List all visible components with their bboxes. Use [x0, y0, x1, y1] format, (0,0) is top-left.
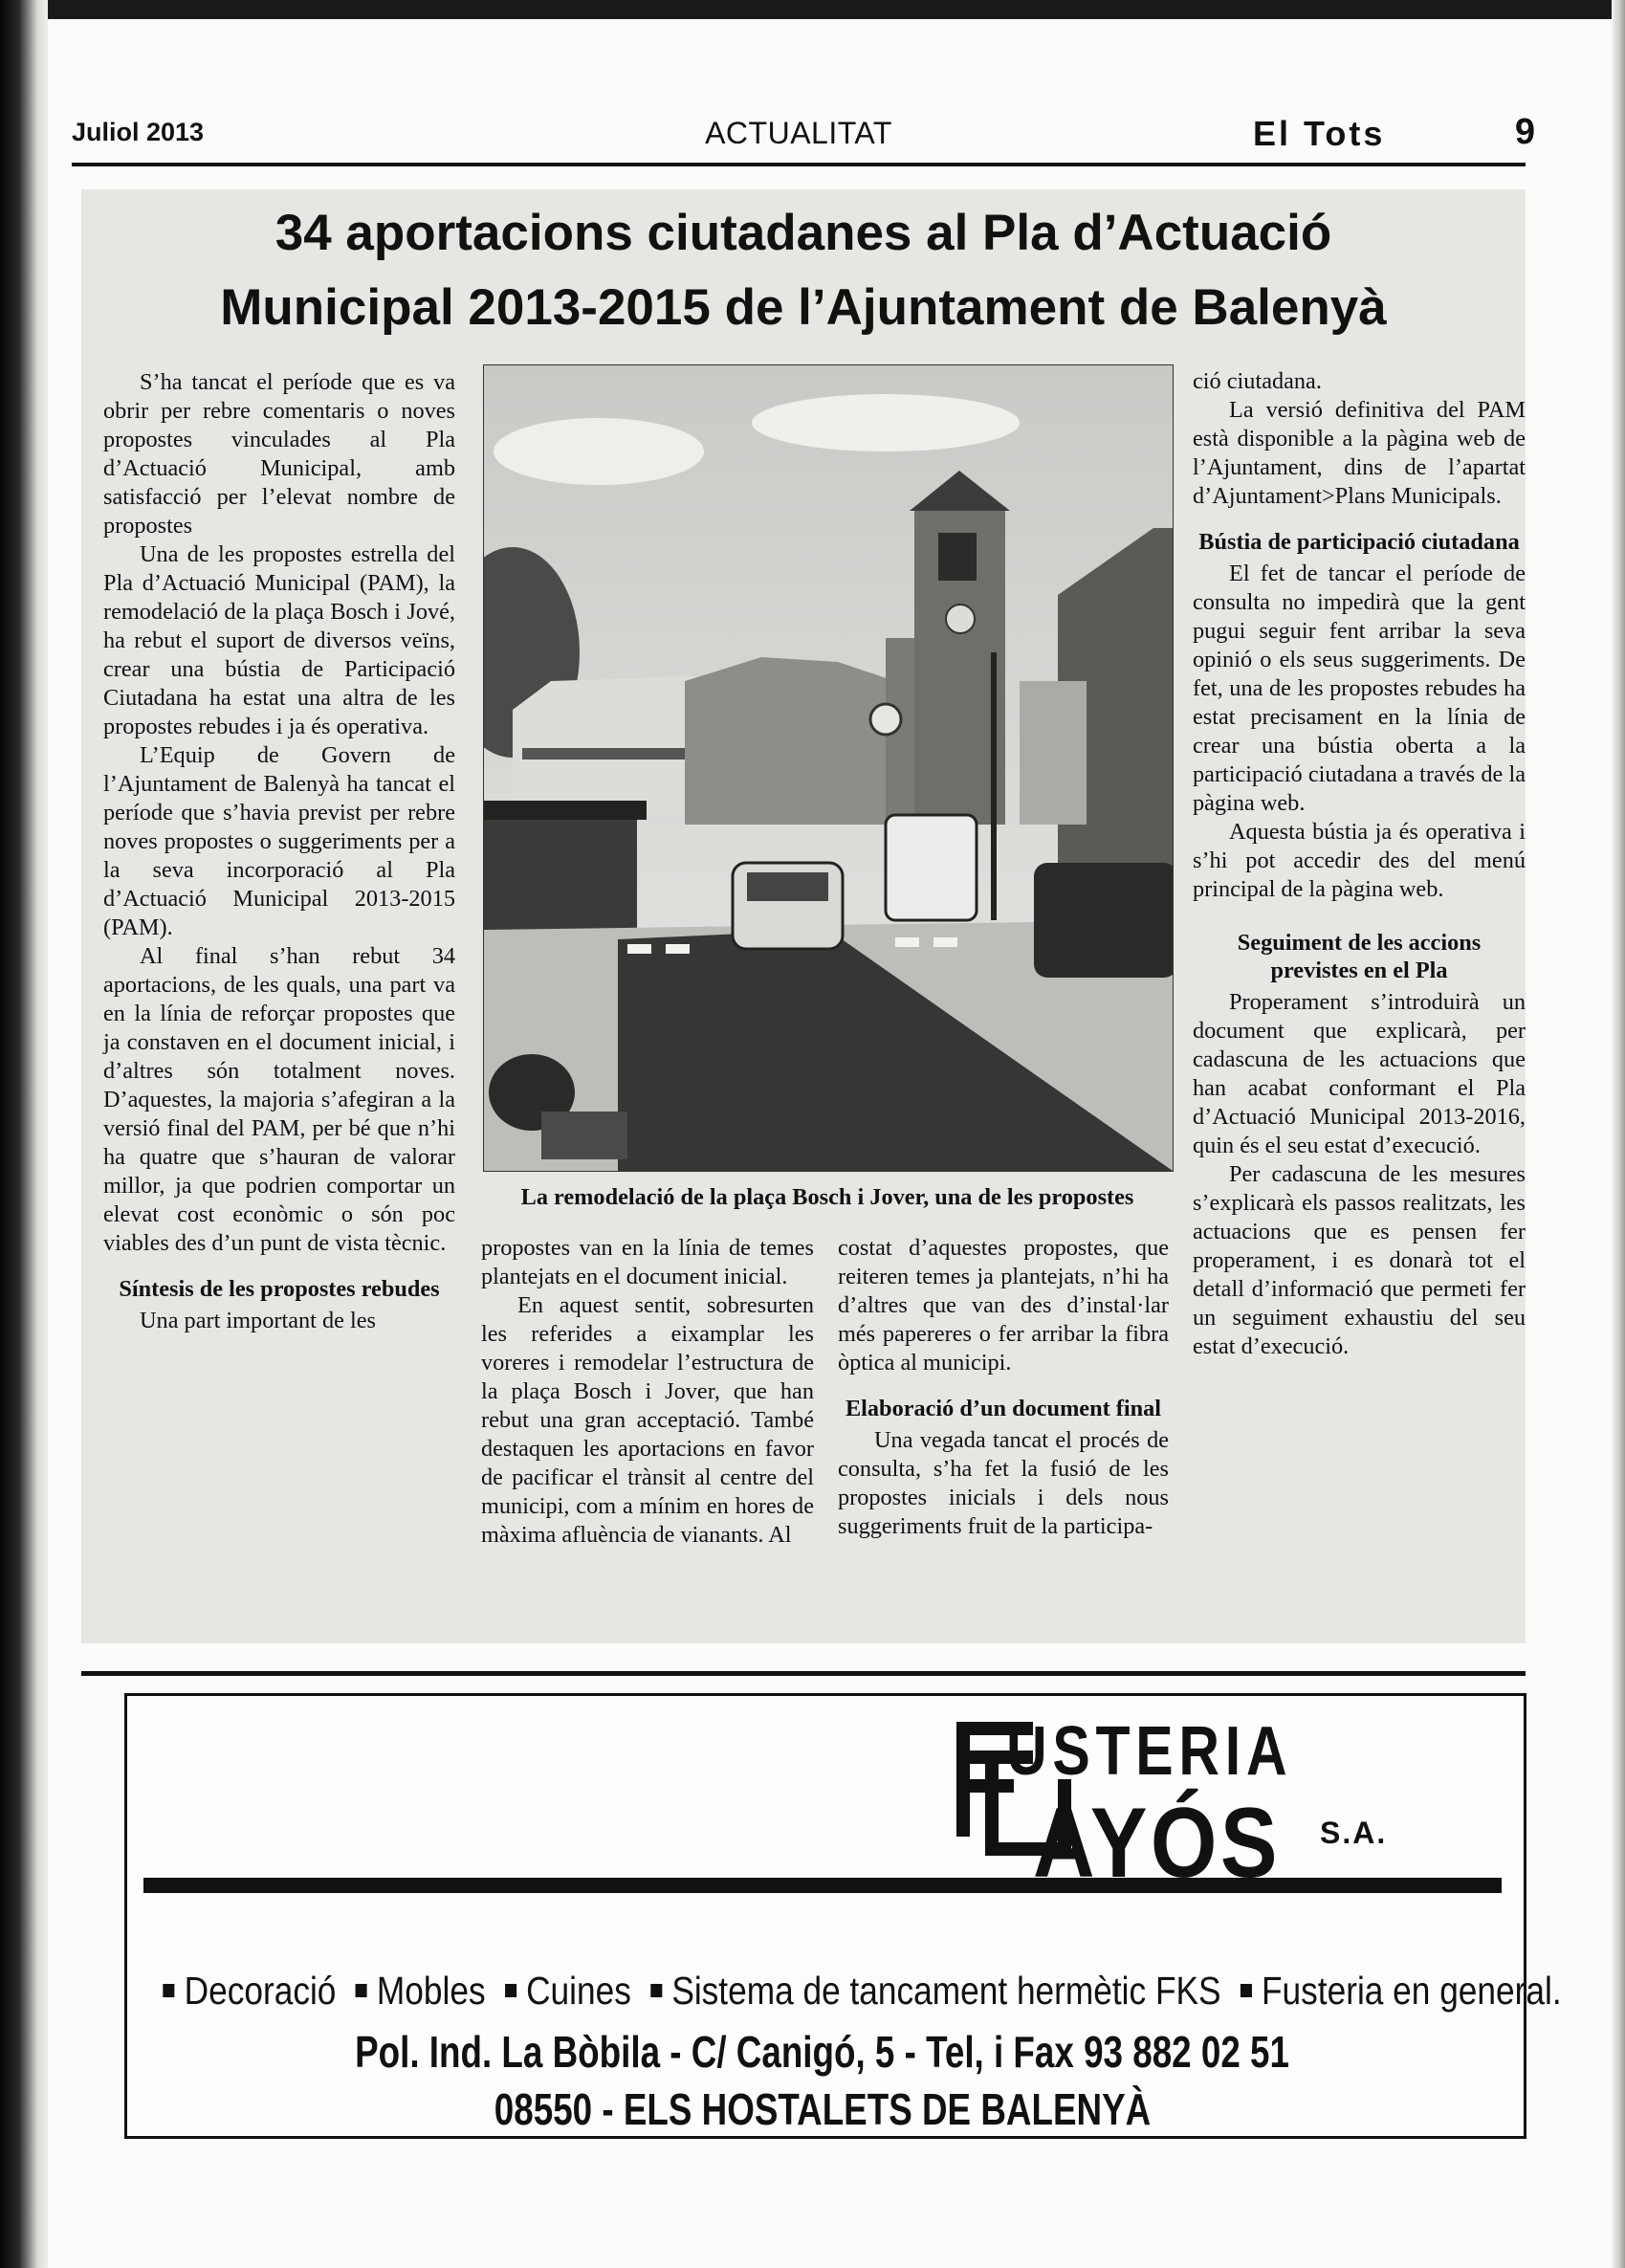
paragraph: Una de les propostes estrella del Pla d’Actuació Municipal (PAM), la remodelació de la plaça Bosch i Jové, ha rebut el suport de diversos veïns, crear una bústia de Participació Ciutadana ha estat una altra de les propostes rebudes i ja és operativa. — [103, 541, 455, 739]
ad-brand-top: USTERIA — [1006, 1713, 1293, 1790]
service-item: Sistema de tancament hermètic FKS — [671, 1969, 1221, 2013]
title-line-2: Municipal 2013-2015 de l’Ajuntament de Balenyà — [220, 279, 1387, 336]
article-column-1 — [103, 368, 455, 1335]
photo-caption: La remodelació de la plaça Bosch i Jover, una de les propostes — [520, 1184, 1134, 1210]
subheading: Síntesis de les propostes rebudes — [119, 1276, 440, 1302]
article-title — [81, 196, 1526, 345]
bullet-square-icon — [356, 1984, 367, 1997]
ad-brand-main: AYÓS — [1033, 1788, 1282, 1899]
article-column-4 — [1193, 367, 1526, 1361]
issue-date: Juliol 2013 — [72, 118, 205, 146]
service-item: Mobles — [376, 1969, 486, 2013]
subheading: Seguiment de les accions previstes en el Pla — [1237, 930, 1482, 983]
paragraph: La versió definitiva del PAM està disponible a la pàgina web de l’Ajuntament, dins de l’apartat d’Ajuntament>Plans Municipals. — [1193, 397, 1526, 509]
paragraph: Per cadascuna de les mesures s’explicarà els passos realitzats, les actuacions que es pensen fer properament, i es donarà tot el detall d’informació que permeti fer un seguiment exhaustiu del seu estat d’execució. — [1193, 1161, 1526, 1359]
paragraph: L’Equip de Govern de l’Ajuntament de Balenyà ha tancat el període que s’havia previst per rebre noves propostes o suggeriments per a la seva incorporació al Pla d’Actuació Municipal 2013-2015 (PAM). — [103, 742, 455, 940]
paragraph: El fet de tancar el període de consulta no impedirà que la gent pugui seguir fent arribar la seva opinió o els seus suggeriments. De fet, una de les propostes rebudes ha estat precisament en la línia de crear una bústia oberta a la participació ciutadana a través de la pàgina web. — [1193, 561, 1526, 816]
header-rule — [72, 163, 1526, 166]
plaza-photo-illustration — [484, 365, 1173, 1171]
page-number: 9 — [1514, 112, 1535, 152]
service-item: Cuines — [526, 1969, 631, 2013]
ad-brand-suffix: S.A. — [1320, 1816, 1388, 1850]
paragraph: costat d’aquestes propostes, que reiteren temes ja plantejats, n’hi ha d’altres que van des d’instal·lar més papereres o fer arribar la fibra òptica al municipi. — [838, 1235, 1169, 1376]
running-header — [72, 110, 1535, 156]
paragraph: Properament s’introduirà un document que explicarà, per cadascuna de les actuacions que han acabat conformant el Pla d’Actuació Municipal 2013-2016, quin és el seu estat d’execució. — [1193, 989, 1526, 1158]
paragraph: Al final s’han rebut 34 aportacions, de les quals, una part va en la línia de reforçar propostes que ja constaven en el document inicial, i d’altres són totalment noves. D’aquestes, la majoria s’afegiran a la versió final del PAM, per bé que n’hi ha quatre que s’hauran de valorar millor, ja que podrien comportar un elevat cost econòmic o són poc viables des d’un punt de vista tècnic. — [103, 943, 455, 1256]
paragraph: ció ciutadana. — [1193, 368, 1322, 394]
article-column-3 — [838, 1234, 1169, 1541]
paragraph: En aquest sentit, sobresurten les referides a eixamplar les voreres i remodelar l’estructura de la plaça Bosch i Jover, que han rebut una gran acceptació. També destaquen les aportacions en favor de pacificar el trànsit al centre del municipi, com a mínim en hores de màxima afluència de vianants. Al — [481, 1292, 814, 1548]
ad-horizontal-bar — [143, 1878, 1502, 1893]
bullet-square-icon — [1241, 1984, 1252, 1997]
page-edge — [1612, 0, 1625, 2268]
subheading: Bústia de participació ciutadana — [1198, 529, 1520, 555]
paragraph: Una vegada tancat el procés de consulta, s’ha fet la fusió de les propostes inicials i dels nous suggeriments fruit de la participa- — [838, 1427, 1169, 1539]
paragraph: Aquesta bústia ja és operativa i s’hi pot accedir des del menú principal de la pàgina web. — [1193, 819, 1526, 902]
publication-name: El Tots — [1253, 114, 1386, 153]
article-column-2 — [481, 1234, 814, 1550]
ad-address-text: Pol. Ind. La Bòbila - C/ Canigó, 5 - Tel, i Fax 93 882 02 51 — [355, 2027, 1290, 2077]
section-name: ACTUALITAT — [705, 116, 892, 150]
title-line-1: 34 aportacions ciutadanes al Pla d’Actuació — [274, 205, 1332, 261]
bullet-square-icon — [650, 1984, 662, 1997]
paragraph: Una part important de les — [140, 1308, 376, 1333]
ad-address — [134, 2026, 1511, 2078]
service-item: Decoració — [184, 1969, 337, 2013]
paragraph: propostes van en la línia de temes plantejats en el document inicial. — [481, 1235, 814, 1289]
ad-city — [134, 2083, 1511, 2135]
ad-city-text: 08550 - ELS HOSTALETS DE BALENYÀ — [494, 2084, 1152, 2134]
paragraph: S’ha tancat el període que es va obrir per rebre comentaris o noves propostes vinculades al Pla d’Actuació Municipal, amb satisfacció per l’elevat nombre de propostes — [103, 369, 455, 539]
ad-services-list — [153, 1969, 1562, 2014]
article-photo — [483, 364, 1174, 1172]
service-item: Fusteria en general. — [1262, 1969, 1562, 2013]
binding-shadow — [0, 0, 48, 2268]
subheading: Elaboració d’un document final — [845, 1396, 1162, 1421]
bullet-square-icon — [505, 1984, 516, 1997]
article-bottom-rule — [81, 1671, 1526, 1676]
bullet-square-icon — [163, 1984, 174, 1997]
